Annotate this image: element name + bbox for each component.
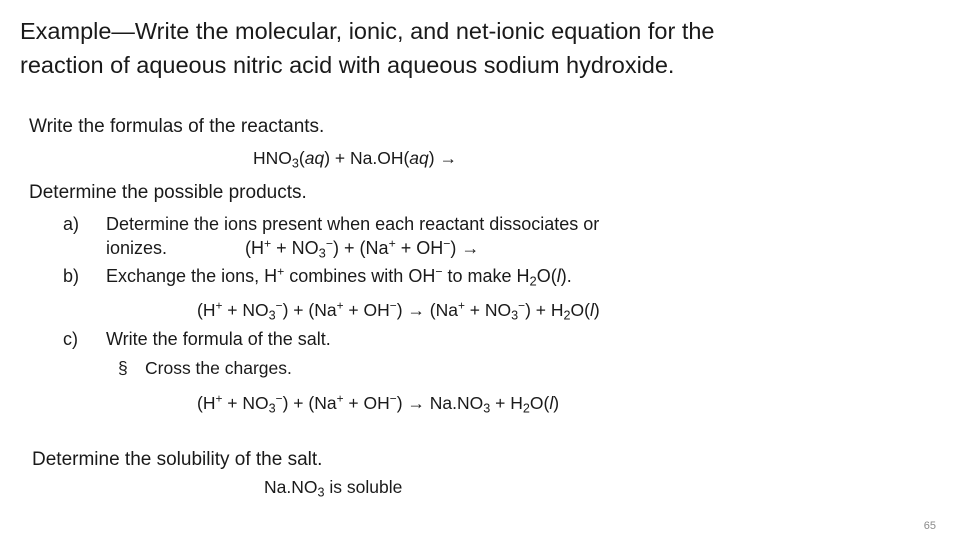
solubility-statement: $Na.NO_3$ is soluble [264,477,403,500]
cross-charges-text: Cross the charges. [145,358,292,378]
marker-a: a) [63,214,80,234]
step-solubility: Determine the solubility of the salt. [32,449,323,470]
exchange-equation: $(H^+ + NO_3^-) + (Na^+ + OH^-) \to (Na^+ + NO_3^-) + H_2O(l)$ [197,298,600,323]
step-possible-products: Determine the possible products. [29,182,307,203]
title-line-1: Example—Write the molecular, ionic, and net-ionic equation for the [20,18,715,44]
sub-b-text: Exchange the ions, H+ combines with OH− to make $H_2O(l)$. [106,264,572,289]
marker-b: b) [63,266,80,286]
step-write-formulas: Write the formulas of the reactants. [29,116,325,137]
sub-a-line-2: ionizes. [106,238,168,258]
title-line-2: reaction of aqueous nitric acid with aqueous sodium hydroxide. [20,52,675,78]
bullet-marker: § [118,358,128,378]
salt-equation: $(H^+ + NO_3^-) + (Na^+ + OH^-) \to Na.NO_3 + H_2O(l)$ [197,391,560,416]
ions-equation: $(H^+ + NO_3^-) + (Na^+ + OH^-)$ → [245,236,480,261]
sub-c-text: Write the formula of the salt. [106,329,331,349]
reactants-equation: $HNO_3(aq) + Na.OH(aq)$ → [253,148,457,171]
page-number: 65 [923,520,936,532]
marker-c: c) [63,329,78,349]
slide-title [20,14,715,82]
sub-a-line-1: Determine the ions present when each reactant dissociates or [106,214,600,234]
